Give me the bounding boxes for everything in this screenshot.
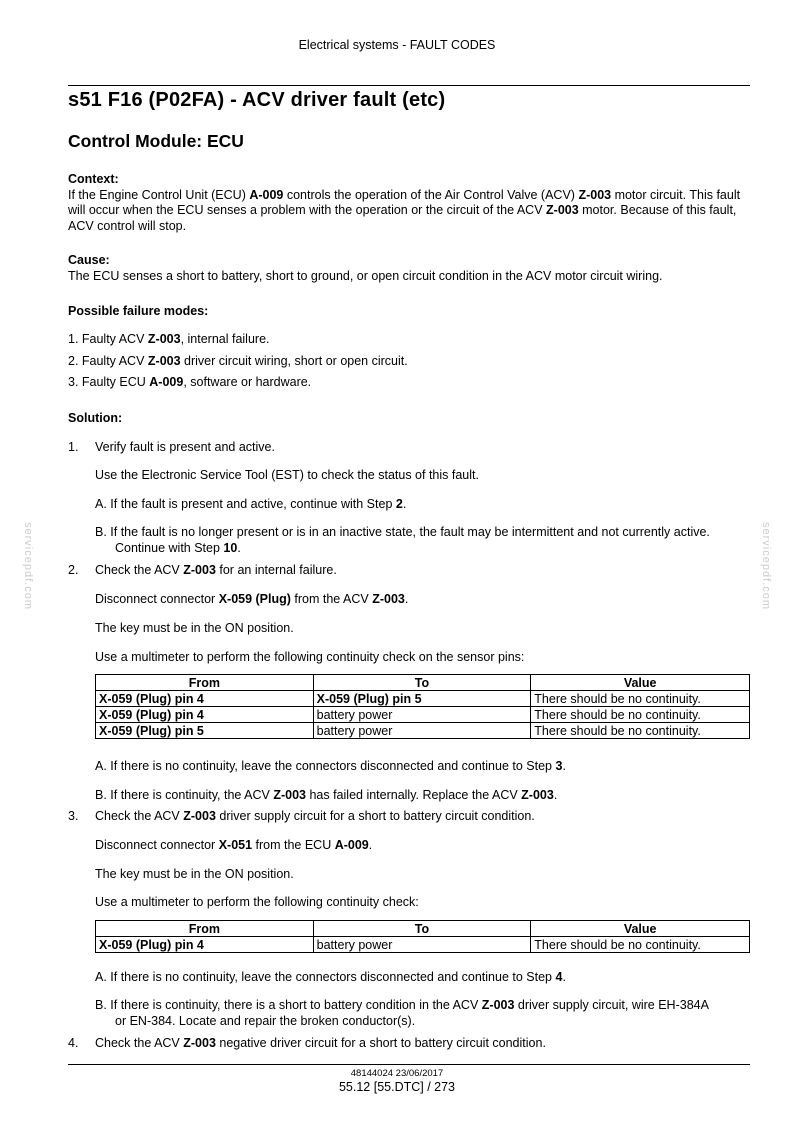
table-cell: X-059 (Plug) pin 5 [313, 691, 531, 707]
table-cell: There should be no continuity. [531, 723, 750, 739]
failure-modes-label: Possible failure modes: [68, 304, 209, 318]
step-3-option-b: B. If there is continuity, there is a short to battery condition in the ACV Z-003 driver supply circuit, wire EH-384A or EN-384. Locate and repair the broken conductor(s). [95, 998, 709, 1028]
table-row [96, 707, 750, 723]
table-cell: X-059 (Plug) pin 5 [96, 723, 314, 739]
table-row [96, 691, 750, 707]
failure-mode-1: 1. Faulty ACV Z-003, internal failure. [68, 332, 270, 346]
table-header: Value [531, 675, 750, 691]
step-3-disconnect: Disconnect connector X-051 from the ECU A-009. [95, 838, 373, 852]
step-2-option-b: B. If there is continuity, the ACV Z-003 has failed internally. Replace the ACV Z-003. [95, 788, 558, 802]
failure-mode-3: 3. Faulty ECU A-009, software or hardware. [68, 375, 312, 389]
footer-doc-id: 48144024 23/06/2017 [350, 1068, 444, 1079]
table-cell: X-059 (Plug) pin 4 [96, 707, 314, 723]
step-3-multimeter: Use a multimeter to perform the following continuity check: [95, 895, 419, 909]
step-1-number: 1. [68, 440, 79, 454]
page-header: Electrical systems - FAULT CODES [298, 38, 496, 52]
step-1-paragraph: Use the Electronic Service Tool (EST) to check the status of this fault. [95, 468, 479, 482]
step-3-text: Check the ACV Z-003 driver supply circuit for a short to battery circuit condition. [95, 809, 535, 823]
table-cell: battery power [313, 723, 531, 739]
header-rule [68, 85, 750, 86]
table-cell: There should be no continuity. [531, 707, 750, 723]
footer-page-number: 55.12 [55.DTC] / 273 [338, 1080, 456, 1094]
footer-rule [68, 1064, 750, 1065]
step-3-number: 3. [68, 809, 79, 823]
continuity-table-1 [95, 674, 750, 739]
table-cell: battery power [313, 937, 531, 953]
table-cell: There should be no continuity. [531, 937, 750, 953]
table-header: From [96, 921, 314, 937]
step-4-text: Check the ACV Z-003 negative driver circuit for a short to battery circuit condition. [95, 1036, 546, 1050]
table-cell: There should be no continuity. [531, 691, 750, 707]
table-cell: battery power [313, 707, 531, 723]
step-1-text: Verify fault is present and active. [95, 440, 275, 454]
step-1-option-a: A. If the fault is present and active, continue with Step 2. [95, 497, 407, 511]
cause-section [68, 253, 752, 284]
table-header-row [96, 675, 750, 691]
step-4-number: 4. [68, 1036, 79, 1050]
step-3-option-a: A. If there is no continuity, leave the connectors disconnected and continue to Step 4. [95, 970, 566, 984]
context-section [68, 172, 752, 234]
step-2-option-a: A. If there is no continuity, leave the connectors disconnected and continue to Step 3. [95, 759, 566, 773]
table-cell: X-059 (Plug) pin 4 [96, 937, 314, 953]
table-header: To [313, 675, 531, 691]
table-header-row [96, 921, 750, 937]
page-title: s51 F16 (P02FA) - ACV driver fault (etc) [68, 89, 446, 111]
table-cell: X-059 (Plug) pin 4 [96, 691, 314, 707]
cause-text: The ECU senses a short to battery, short to ground, or open circuit condition in the ACV motor circuit wiring. [68, 268, 663, 283]
table-header: From [96, 675, 314, 691]
step-2-text: Check the ACV Z-003 for an internal failure. [95, 563, 337, 577]
step-2-multimeter: Use a multimeter to perform the following continuity check on the sensor pins: [95, 650, 525, 664]
step-2-disconnect: Disconnect connector X-059 (Plug) from the ACV Z-003. [95, 592, 409, 606]
table-header: Value [531, 921, 750, 937]
context-label: Context: [68, 172, 119, 186]
continuity-table-2 [95, 920, 750, 953]
watermark-right: servicepdf.com [759, 522, 772, 610]
solution-label: Solution: [68, 411, 123, 425]
table-row [96, 723, 750, 739]
watermark-left: servicepdf.com [21, 522, 34, 610]
cause-label: Cause: [68, 253, 110, 267]
step-2-number: 2. [68, 563, 79, 577]
table-row [96, 937, 750, 953]
failure-mode-2: 2. Faulty ACV Z-003 driver circuit wiring, short or open circuit. [68, 354, 408, 368]
step-1-option-b: B. If the fault is no longer present or is in an inactive state, the fault may be intermittent and not currently active. Continue with Step 10. [95, 525, 710, 555]
context-text: If the Engine Control Unit (ECU) A-009 controls the operation of the Air Control Valve (ACV) Z-003 motor circuit. This fault will occur when the ECU senses a problem with the operation or the circuit of the ACV Z-003 motor. Because of this fault, ACV control will stop. [68, 187, 741, 233]
step-2-key: The key must be in the ON position. [95, 621, 294, 635]
step-3-key: The key must be in the ON position. [95, 867, 294, 881]
table-header: To [313, 921, 531, 937]
control-module-heading: Control Module: ECU [68, 131, 244, 151]
